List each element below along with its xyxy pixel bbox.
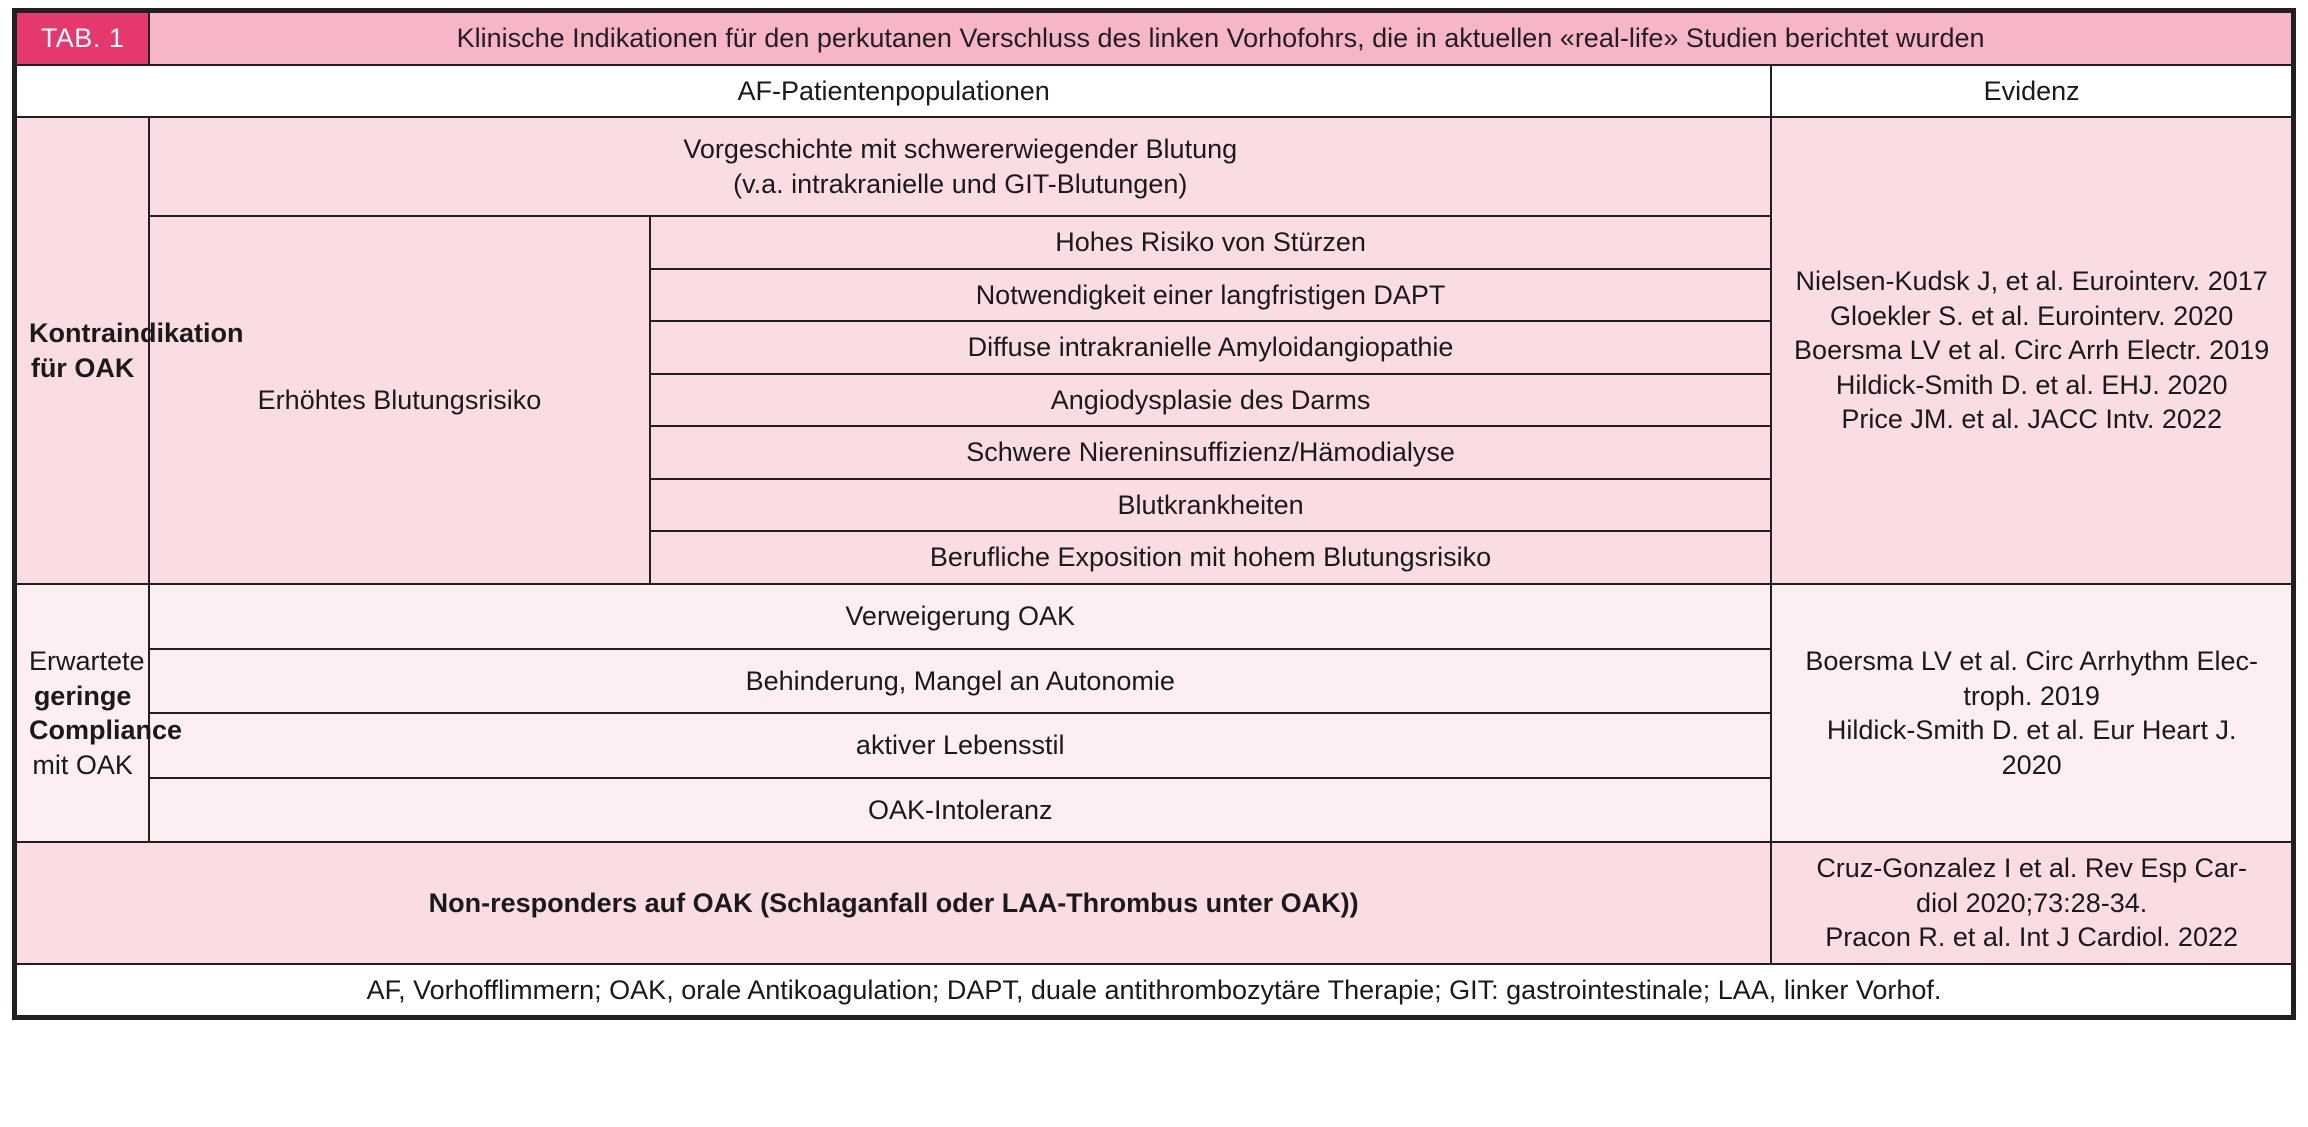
table-row [16,117,2292,216]
evidence-line: troph. 2019 [1963,680,2100,711]
evidence-line: Hildick-Smith D. et al. Eur Heart J. [1826,715,2237,746]
table-footnote-row [16,964,2292,1017]
evidence-contraindication [1771,117,2292,584]
evidence-line: Hildick-Smith D. et al. EHJ. 2020 [1835,369,2228,400]
column-header-row [16,65,2292,118]
category-non-responders [16,842,1771,964]
group-increased-bleeding-risk: Erhöhtes Blutungsrisiko [149,216,650,584]
subitem-blood-diseases: Blutkrankheiten [650,479,1771,532]
subitem-renal-insufficiency: Schwere Niereninsuffizienz/Hämodialyse [650,426,1771,479]
table-footnote: AF, Vorhofflimmern; OAK, orale Antikoagulation; DAPT, duale antithrombozytäre Therapie; GIT: gastrointestinale; LAA, linker Vorhof. [16,964,2292,1017]
item-active-lifestyle: aktiver Lebensstil [149,713,1771,778]
column-header-populations: AF-Patientenpopulationen [16,65,1771,118]
item-oak-intolerance: OAK-Intoleranz [149,778,1771,843]
category-contraindication [16,117,244,584]
evidence-non-responders [1771,842,2292,964]
item-bleeding-history-line2: (v.a. intrakranielle und GIT-Blutungen) [733,168,1188,199]
category-low-compliance-suffix: mit OAK [32,749,133,780]
column-header-evidence: Evidenz [1771,65,2292,118]
table-row [16,842,2292,964]
subitem-fall-risk: Hohes Risiko von Stürzen [650,216,1771,269]
clinical-indications-table [15,11,2293,1017]
evidence-line: Cruz-Gonzalez I et al. Rev Esp Car- [1816,853,2247,884]
table-header-strip [16,12,2292,65]
item-oak-refusal: Verweigerung OAK [149,584,1771,649]
category-non-responders-label: Non-responders auf OAK (Schlaganfall oder LAA-Thrombus unter OAK)) [428,887,1359,918]
evidence-line: diol 2020;73:28-34. [1916,887,2148,918]
table-number-badge: TAB. 1 [16,12,149,65]
category-contraindication-label: Kontraindikation für OAK [29,318,244,383]
category-low-compliance-prefix: Erwartete [29,646,145,677]
subitem-amyloid-angiopathy: Diffuse intrakranielle Amyloidangiopathie [650,321,1771,374]
item-disability-autonomy: Behinderung, Mangel an Autonomie [149,649,1771,714]
table-title: Klinische Indikationen für den perkutanen Verschluss des linken Vorhofohrs, die in aktuellen «real-life» Studien berichtet wurden [149,12,2292,65]
evidence-line: 2020 [2001,749,2062,780]
table-row [16,584,2292,649]
evidence-line: Pracon R. et al. Int J Cardiol. 2022 [1825,922,2238,953]
evidence-line: Gloekler S. et al. Eurointerv. 2020 [1830,300,2234,331]
evidence-line: Boersma LV et al. Circ Arrh Electr. 2019 [1794,335,2270,366]
subitem-occupational-exposure: Berufliche Exposition mit hohem Blutungsrisiko [650,531,1771,584]
category-low-compliance [16,584,183,842]
evidence-line: Nielsen-Kudsk J, et al. Eurointerv. 2017 [1795,266,2268,297]
table-container [12,8,2296,1020]
evidence-line: Price JM. et al. JACC Intv. 2022 [1841,404,2222,435]
evidence-compliance [1771,584,2292,842]
item-bleeding-history-line1: Vorgeschichte mit schwererwiegender Blutung [683,134,1238,165]
subitem-long-term-dapt: Notwendigkeit einer langfristigen DAPT [650,269,1771,322]
item-bleeding-history [149,117,1771,216]
evidence-line: Boersma LV et al. Circ Arrhythm Elec- [1805,646,2258,677]
category-low-compliance-bold: geringe Compliance [29,680,183,746]
subitem-angiodysplasia: Angiodysplasie des Darms [650,374,1771,427]
